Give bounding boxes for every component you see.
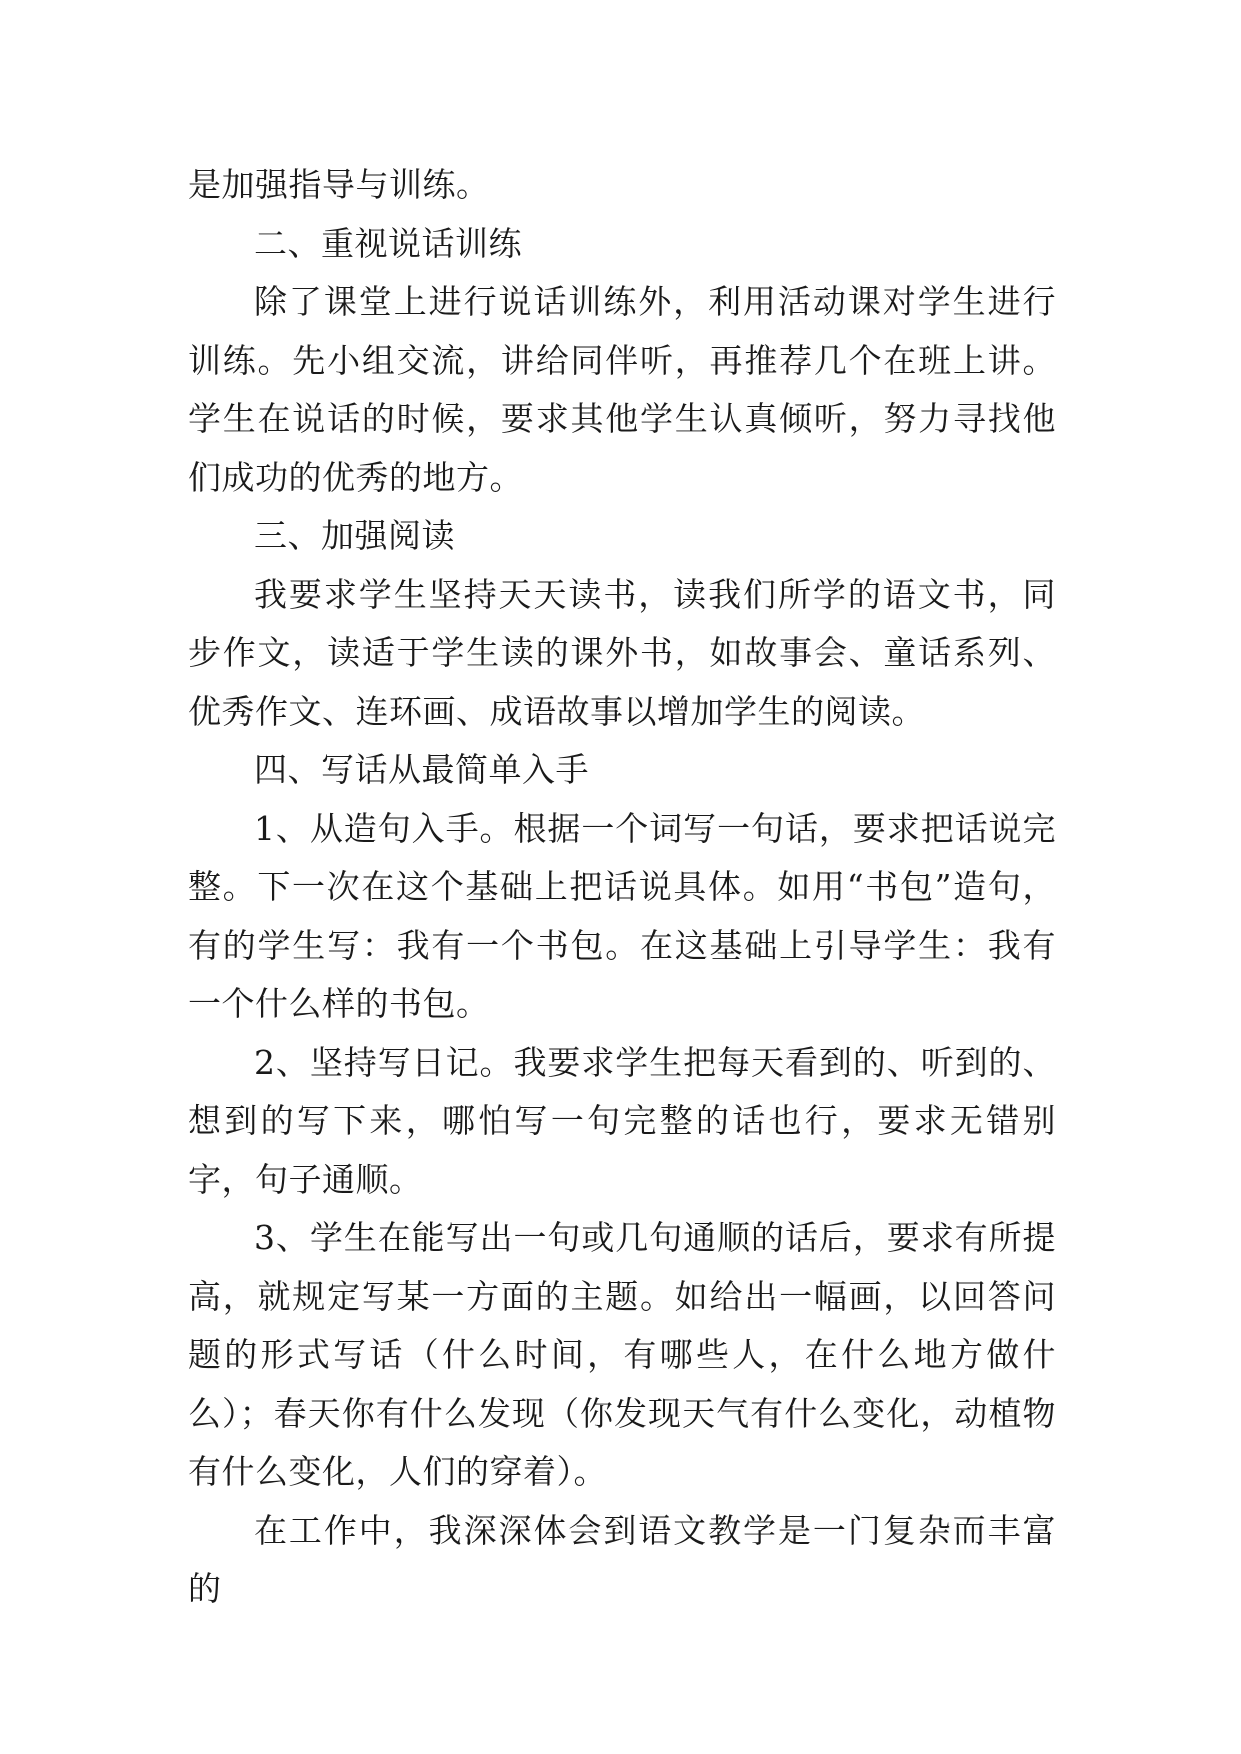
paragraph-item-2: 2、坚持写日记。我要求学生把每天看到的、听到的、想到的写下来，哪怕写一句完整的话也行，要求无错别字，句子通顺。 <box>188 1042 1056 1199</box>
section-heading-2: 二、重视说话训练 <box>254 223 522 263</box>
paragraph-conclusion: 在工作中，我深深体会到语文教学是一门复杂而丰富的 <box>188 1510 1056 1608</box>
paragraph-speaking-training: 除了课堂上进行说话训练外，利用活动课对学生进行训练。先小组交流，讲给同伴听，再推荐几个在班上讲。学生在说话的时候，要求其他学生认真倾听，努力寻找他们成功的优秀的地方。 <box>188 282 1056 497</box>
section-heading-3: 三、加强阅读 <box>254 516 455 555</box>
paragraph-continuation: 是加强指导与训练。 <box>188 165 490 204</box>
paragraph-item-3: 3、学生在能写出一句或几句通顺的话后，要求有所提高，就规定写某一方面的主题。如给出一幅画，以回答问题的形式写话（什么时间，有哪些人，在什么地方做什么）；春天你有什么发现（你发现天气有什么变化，动植物有什么变化，人们的穿着）。 <box>188 1218 1056 1491</box>
document-body <box>188 156 1056 1619</box>
paragraph-reading: 我要求学生坚持天天读书，读我们所学的语文书，同步作文，读适于学生读的课外书，如故事会、童话系列、优秀作文、连环画、成语故事以增加学生的阅读。 <box>188 574 1056 731</box>
section-heading-4: 四、写话从最简单入手 <box>254 750 589 789</box>
paragraph-item-1: 1、从造句入手。根据一个词写一句话，要求把话说完整。下一次在这个基础上把话说具体。如用“书包”造句，有的学生写：我有一个书包。在这基础上引导学生：我有一个什么样的书包。 <box>188 808 1056 1023</box>
